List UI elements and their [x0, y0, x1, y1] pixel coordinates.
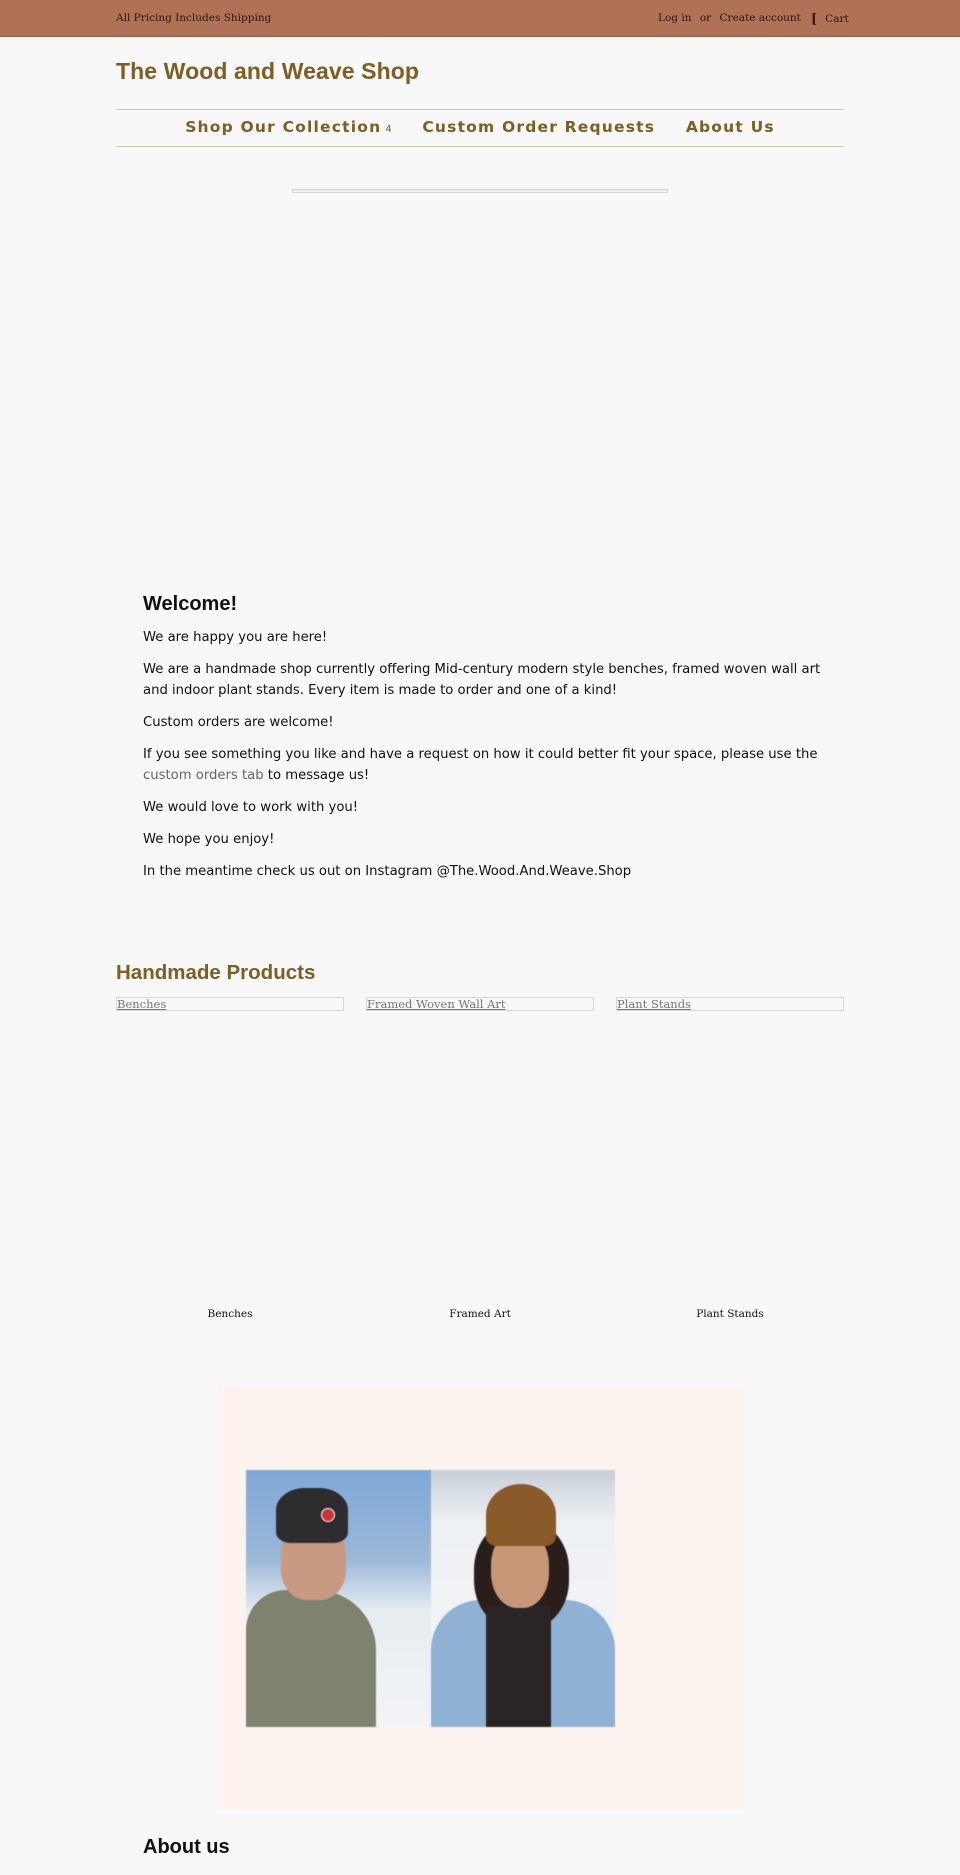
- instagram-paragraph: In the meantime check us out on Instagram @The.Wood.And.Weave.Shop: [143, 864, 632, 879]
- or-separator: or: [699, 12, 712, 24]
- cart-icon: [: [811, 12, 818, 27]
- login-link[interactable]: Log in: [658, 12, 692, 24]
- nav-about-us[interactable]: About Us: [685, 118, 775, 136]
- welcome-paragraph: We are a handmade shop currently offering Mid-century modern style benches, framed woven wall art and indoor plant stands. Every item is made to order and one of a kind!: [143, 662, 821, 698]
- announcement-text: All Pricing Includes Shipping: [116, 12, 272, 24]
- welcome-heading: Welcome!: [143, 593, 238, 615]
- announcement-bar: [0, 0, 960, 37]
- chevron-down-icon: 4: [385, 124, 392, 135]
- nav-custom-order-requests[interactable]: Custom Order Requests: [422, 118, 656, 136]
- photo-figure: [276, 1488, 348, 1543]
- nav-shop-our-collection[interactable]: [185, 118, 392, 136]
- custom-orders-paragraph: [143, 744, 843, 786]
- cart-link[interactable]: [811, 11, 849, 26]
- cart-label: Cart: [825, 13, 849, 25]
- welcome-section: [143, 592, 843, 893]
- collection-image-benches[interactable]: Benches: [116, 997, 344, 1011]
- account-links: [658, 12, 801, 24]
- products-heading: Handmade Products: [116, 961, 316, 984]
- nav-label: Shop Our Collection: [185, 118, 382, 136]
- owners-photo: [246, 1470, 615, 1727]
- welcome-paragraph: Custom orders are welcome!: [143, 715, 334, 730]
- collection-image-plant-stands[interactable]: Plant Stands: [616, 997, 844, 1011]
- photo-figure: [321, 1508, 335, 1522]
- collection-label-framed-art[interactable]: Framed Art: [449, 1308, 511, 1320]
- photo-figure: [246, 1590, 376, 1727]
- photo-figure: [486, 1484, 556, 1546]
- slideshow-placeholder: [292, 189, 668, 193]
- site-title[interactable]: The Wood and Weave Shop: [116, 58, 420, 84]
- welcome-paragraph: We hope you enjoy!: [143, 832, 275, 847]
- photo-figure: [486, 1605, 551, 1727]
- about-image: [217, 1388, 744, 1809]
- paragraph-text: to message us!: [263, 768, 370, 783]
- welcome-paragraph: We are happy you are here!: [143, 630, 328, 645]
- custom-orders-tab-link[interactable]: custom orders tab: [143, 768, 264, 783]
- collection-label-benches[interactable]: Benches: [207, 1308, 253, 1320]
- welcome-paragraph: We would love to work with you!: [143, 800, 359, 815]
- about-heading: About us: [143, 1836, 230, 1858]
- create-account-link[interactable]: Create account: [719, 12, 801, 24]
- main-nav: [116, 109, 844, 147]
- collection-image-framed-art[interactable]: Framed Woven Wall Art: [366, 997, 594, 1011]
- paragraph-text: If you see something you like and have a request on how it could better fit your space, please use the: [143, 747, 818, 762]
- collection-label-plant-stands[interactable]: Plant Stands: [696, 1308, 764, 1320]
